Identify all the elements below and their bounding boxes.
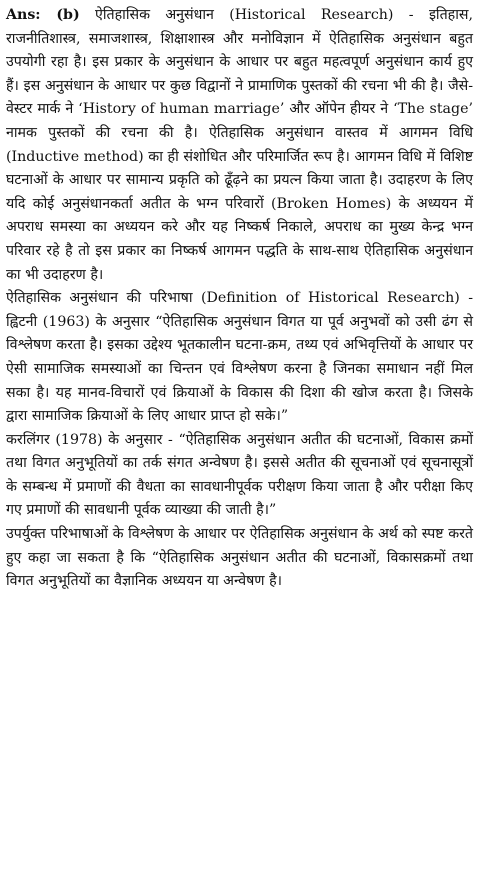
- answer-label: Ans: (b): [6, 7, 80, 23]
- answer-paragraph: [6, 4, 473, 287]
- conclusion-paragraph: उपर्युक्त परिभाषाओं के विश्लेषण के आधार पर ऐतिहासिक अनुसंधान के अर्थ को स्पष्ट करते हुए कहा जा सकता है कि “ऐतिहासिक अनुसंधान अतीत की घटनाओं, विकासक्रमों तथा विगत अनुभूतियों का वैज्ञानिक अध्ययन या अन्वेषण है।: [6, 526, 473, 590]
- kerlinger-paragraph: करलिंगर (1978) के अनुसार - “ऐतिहासिक अनुसंधान अतीत की घटनाओं, विकास क्रमों तथा विगत अनुभूतियों का तर्क संगत अन्वेषण है। इससे अतीत की सूचनाओं एवं सूचनासूत्रों के सम्बन्ध में प्रमाणों की वैधता का सावधानीपूर्वक परीक्षण किया जाता है और परीक्षा किए गए प्रमाणों की सावधानी पूर्वक व्याख्या की जाती है।”: [6, 431, 473, 519]
- answer-intro-text: ऐतिहासिक अनुसंधान (Historical Research) - इतिहास, राजनीतिशास्त्र, समाजशास्त्र, शिक्षाशास्त्र और मनोविज्ञान में ऐतिहासिक अनुसंधान बहुत उपयोगी रहा है। इस प्रकार के अनुसंधान के आधार पर बहुत महत्वपूर्ण अनुसंधान कार्य हुए हैं। इस अनुसंधान के आधार पर कुछ विद्वानों ने प्रामाणिक पुस्तकों की रचना भी की है। जैसे- वेस्टर मार्क ने ‘History of human marriage’ और ऑपेन हीयर ने ‘The stage’ नामक पुस्तकों की रचना की है। ऐतिहासिक अनुसंधान वास्तव में आगमन विधि (Inductive method) का ही संशोधित और परिमार्जित रूप है। आगमन विधि में विशिष्ट घटनाओं के आधार पर सामान्य प्रकृति को ढूँढ़ने का प्रयत्न किया जाता है। उदाहरण के लिए यदि कोई अनुसंधानकर्ता अतीत के भग्न परिवारों (Broken Homes) के अध्ययन में अपराध समस्या का अध्ययन करे और यह निष्कर्ष निकाले, अपराध का मुख्य केन्द्र भग्न परिवार रहे है तो इस प्रकार का निष्कर्ष आगमन पद्धति के साथ-साथ ऐतिहासिक अनुसंधान का भी उदाहरण है।: [6, 7, 473, 283]
- definition-paragraph: ऐतिहासिक अनुसंधान की परिभाषा (Definition of Historical Research) - ह्विटनी (1963) के अनुसार “ऐतिहासिक अनुसंधान विगत या पूर्व अनुभवों को उसी ढंग से विश्लेषण करता है। इसका उद्देश्य भूतकालीन घटना-क्रम, तथ्य एवं अभिवृत्तियों के आधार पर ऐसी सामाजिक समस्याओं का चिन्तन एवं विश्लेषण करना है जिनका समाधान नहीं मिल सका है। यह मानव-विचारों एवं क्रियाओं के विकास की दिशा की खोज करता है। जिसके द्वारा सामाजिक क्रियाओं के लिए आधार प्राप्त हो सके।”: [6, 290, 473, 425]
